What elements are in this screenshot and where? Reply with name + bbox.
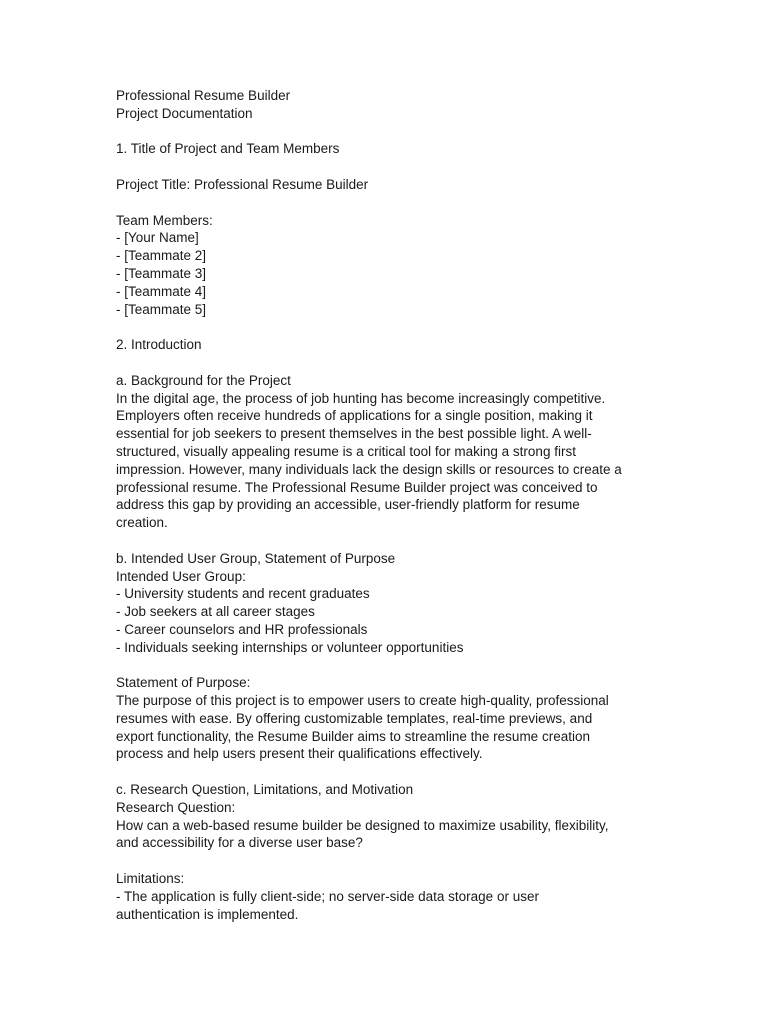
limitation-item: authentication is implemented. [116,906,299,922]
paragraph-line: creation. [116,515,168,531]
team-member: - [Teammate 3] [116,265,207,281]
team-member: - [Teammate 4] [116,283,207,299]
document-body [116,87,656,923]
paragraph-line: structured, visually appealing resume is a critical tool for making a strong first [116,443,576,459]
paragraph-line: process and help users present their qualifications effectively. [116,746,483,762]
team-member: - [Teammate 2] [116,248,207,264]
section-2-heading: 2. Introduction [116,337,202,353]
document-subtitle: Project Documentation [116,105,253,121]
limitations-label: Limitations: [116,871,185,887]
purpose-label: Statement of Purpose: [116,675,251,691]
research-question-label: Research Question: [116,799,236,815]
team-member: - [Teammate 5] [116,301,207,317]
team-members-label: Team Members: [116,212,213,228]
paragraph-line: export functionality, the Resume Builder aims to streamline the resume creation [116,728,590,744]
subsection-b-heading: b. Intended User Group, Statement of Purpose [116,550,396,566]
paragraph-line: and accessibility for a diverse user base? [116,835,363,851]
document-title: Professional Resume Builder [116,88,291,103]
user-group-item: - Career counselors and HR professionals [116,621,368,637]
paragraph-line: address this gap by providing an accessible, user-friendly platform for resume [116,497,580,513]
user-group-item: - Individuals seeking internships or volunteer opportunities [116,639,464,655]
limitation-item: - The application is fully client-side; no server-side data storage or user [116,888,539,904]
section-1-heading: 1. Title of Project and Team Members [116,141,340,157]
paragraph-line: resumes with ease. By offering customizable templates, real-time previews, and [116,710,593,726]
paragraph-line: essential for job seekers to present themselves in the best possible light. A well- [116,426,592,442]
paragraph-line: In the digital age, the process of job hunting has become increasingly competitive. [116,390,606,406]
paragraph-line: Employers often receive hundreds of applications for a single position, making it [116,408,593,424]
user-group-item: - University students and recent graduates [116,586,370,602]
paragraph-line: impression. However, many individuals lack the design skills or resources to create a [116,461,622,477]
user-group-item: - Job seekers at all career stages [116,604,315,620]
subsection-a-heading: a. Background for the Project [116,372,291,388]
paragraph-line: How can a web-based resume builder be designed to maximize usability, flexibility, [116,817,609,833]
team-member: - [Your Name] [116,230,199,246]
paragraph-line: The purpose of this project is to empower users to create high-quality, professional [116,693,609,709]
project-title: Project Title: Professional Resume Builder [116,176,369,192]
paragraph-line: professional resume. The Professional Resume Builder project was conceived to [116,479,598,495]
user-group-label: Intended User Group: [116,568,246,584]
subsection-c-heading: c. Research Question, Limitations, and Motivation [116,782,414,798]
